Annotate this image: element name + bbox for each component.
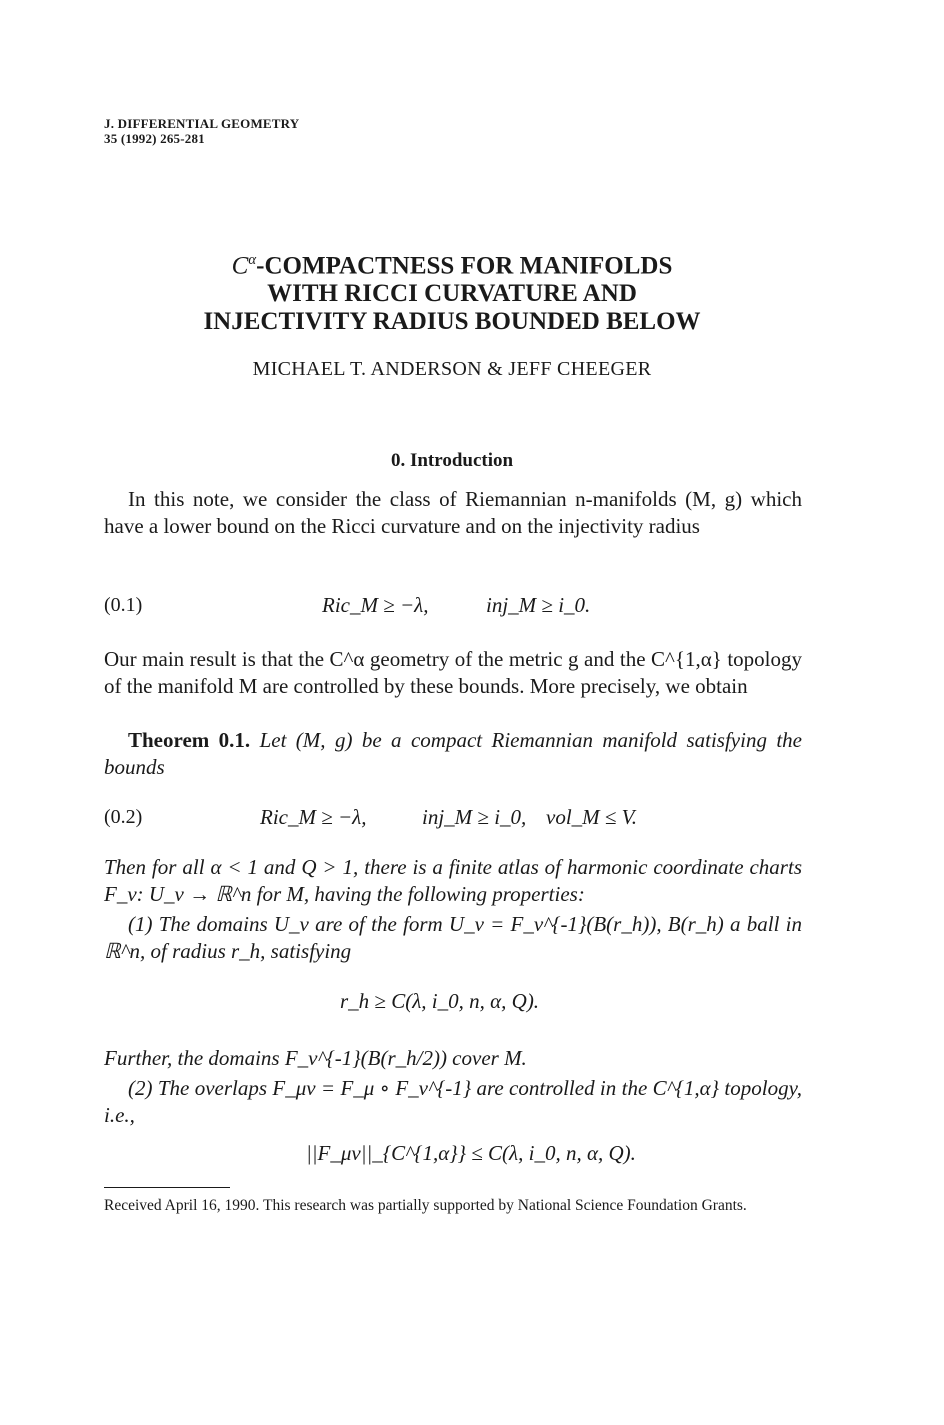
paper-authors: MICHAEL T. ANDERSON & JEFF CHEEGER: [252, 358, 652, 380]
title-line-3: INJECTIVITY RADIUS BOUNDED BELOW: [203, 308, 701, 336]
equation-0-2-inj: inj_M ≥ i_0,: [422, 805, 527, 829]
further-statement: Further, the domains F_ν^{-1}(B(r_h/2)) cover M.: [104, 1046, 527, 1070]
equation-0-1-inj: inj_M ≥ i_0.: [486, 593, 591, 617]
theorem-text: Let (M, g) be a compact Riemannian manifold satisfying the bounds: [104, 728, 803, 779]
title-line-2: WITH RICCI CURVATURE AND: [267, 280, 637, 308]
footnote-rule: [104, 1187, 230, 1188]
equation-0-2-vol: vol_M ≤ V.: [546, 805, 638, 829]
intro-paragraph: In this note, we consider the class of Riemannian n-manifolds (M, g) which have a lower bound on the Ricci curvature and on the injectivity radius: [104, 487, 802, 538]
paper-title: [100, 246, 804, 336]
section-heading: 0. Introduction: [390, 450, 514, 471]
equation-0-1-ricci: Ric_M ≥ −λ,: [322, 593, 429, 617]
property-1: (1) The domains U_ν are of the form U_ν = F_ν^{-1}(B(r_h)), B(r_h) a ball in ℝ^n, of radius r_h, satisfying: [104, 912, 802, 963]
equation-0-2-ricci: Ric_M ≥ −λ,: [260, 805, 367, 829]
property-2: (2) The overlaps F_μν = F_μ ∘ F_ν^{-1} are controlled in the C^{1,α} topology, i.e.,: [104, 1076, 802, 1127]
theorem-conclusion: Then for all α < 1 and Q > 1, there is a finite atlas of harmonic coordinate charts F_ν: U_ν → ℝ^n for M, having the following properties:: [104, 855, 802, 906]
main-result-paragraph: Our main result is that the C^α geometry of the metric g and the C^{1,α} topology of the manifold M are controlled by these bounds. More precisely, we obtain: [104, 647, 802, 698]
journal-header: [104, 116, 299, 146]
journal-name: J. DIFFERENTIAL GEOMETRY: [104, 116, 300, 131]
footnote: Received April 16, 1990. This research was partially supported by National Science Foundation Grants.: [104, 1197, 747, 1214]
equation-radius-bound: r_h ≥ C(λ, i_0, n, α, Q).: [340, 989, 540, 1013]
title-line-1: $C^\alpha$-COMPACTNESS FOR MANIFOLDS: [231, 252, 673, 280]
theorem-statement: [104, 727, 802, 781]
equation-label-0-1: (0.1): [104, 594, 143, 616]
theorem-label: Theorem 0.1.: [128, 728, 251, 752]
equation-overlap-norm: ||F_μν||_{C^{1,α}} ≤ C(λ, i_0, n, α, Q).: [306, 1141, 636, 1165]
equation-label-0-2: (0.2): [104, 806, 143, 828]
journal-citation: 35 (1992) 265-281: [104, 131, 205, 146]
